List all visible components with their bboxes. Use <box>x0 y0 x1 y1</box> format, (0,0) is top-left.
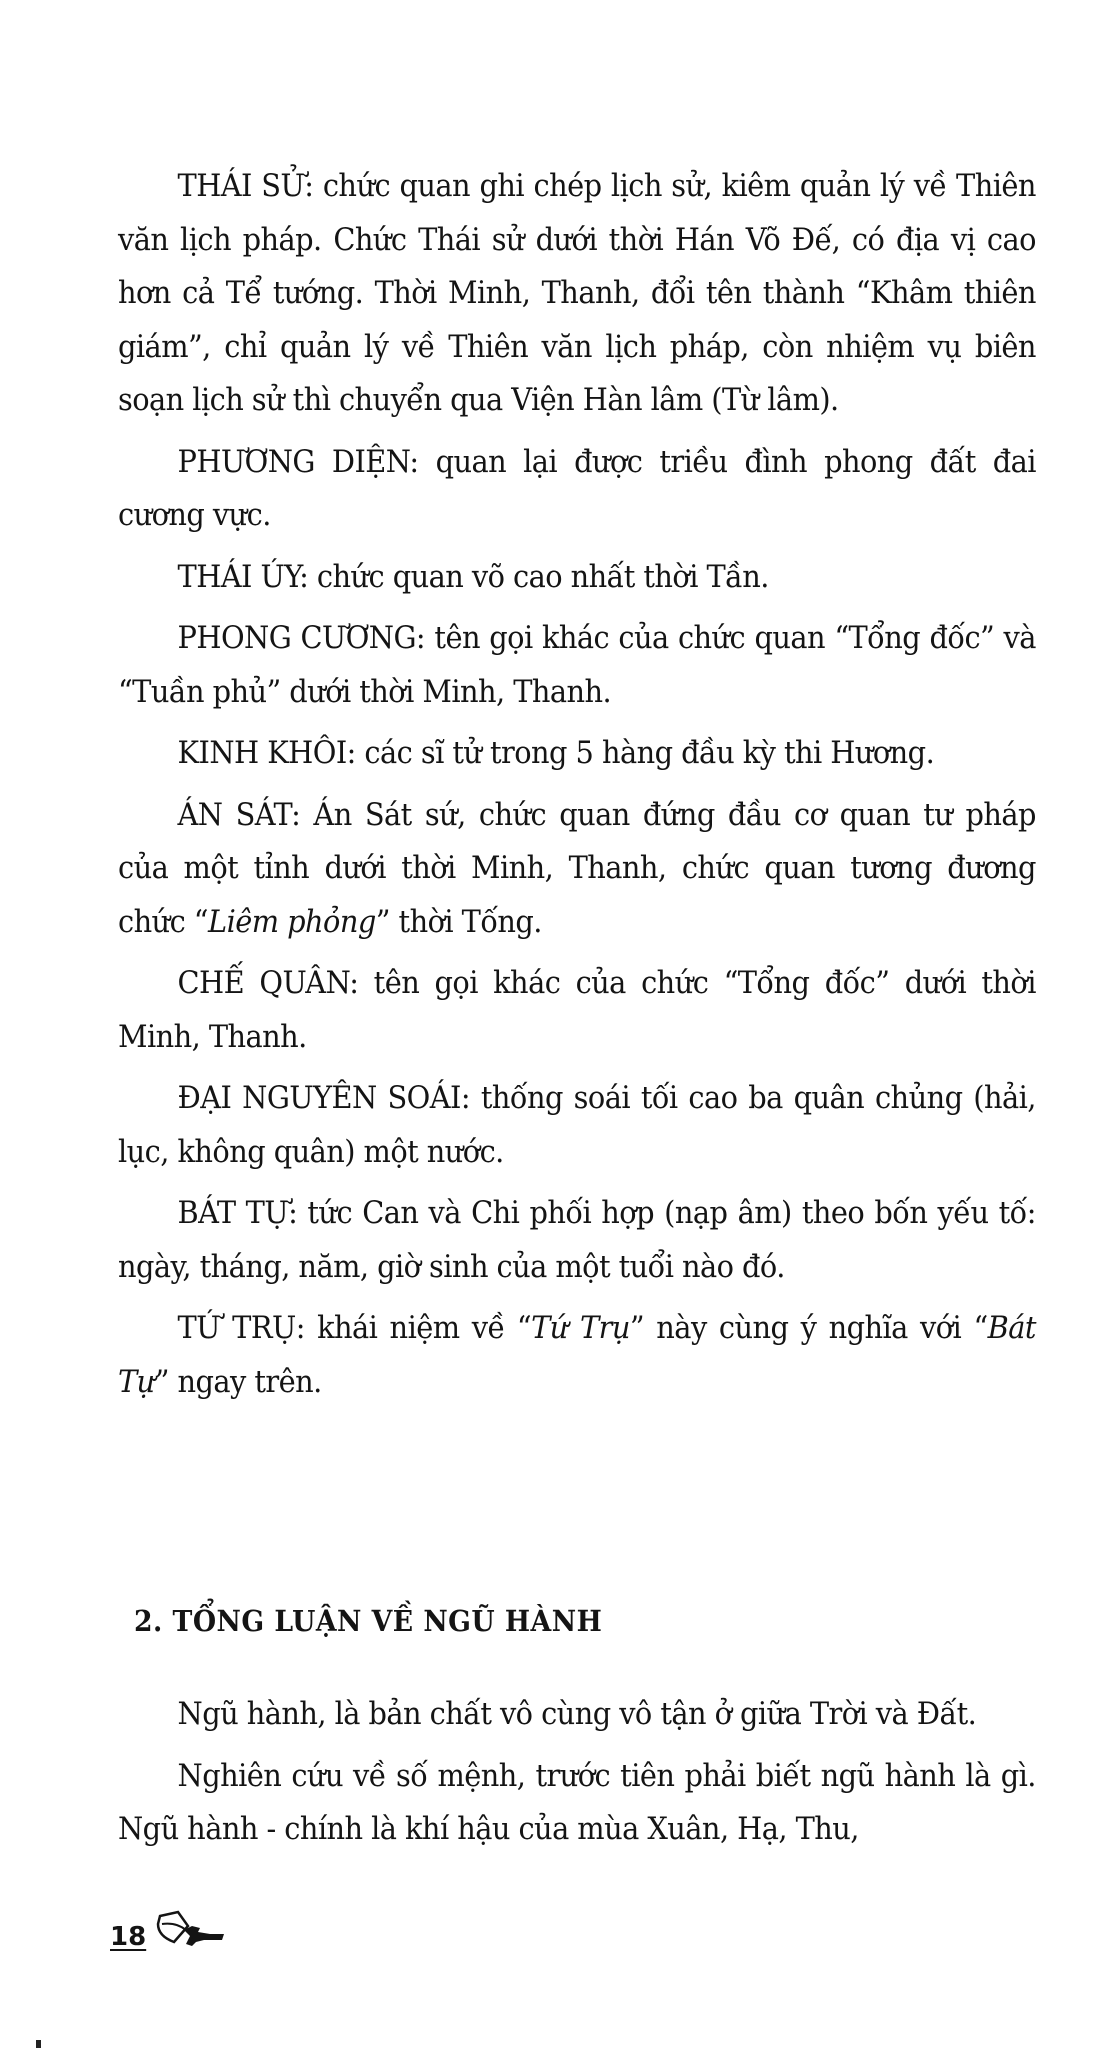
glossary-entry-tu-tru <box>118 1302 1036 1409</box>
definition-middle: ” này cùng ý nghĩa với “ <box>629 1310 988 1346</box>
definition: thống soái tối cao ba quân chủng (hải, lục, không quân) một nước. <box>118 1080 1036 1170</box>
term: CHẾ QUÂN: <box>177 965 359 1001</box>
body-paragraph <box>118 1688 1036 1742</box>
italic-term: Tứ Trụ <box>531 1310 630 1346</box>
definition: tên gọi khác của chức quan “Tổng đốc” và “Tuần phủ” dưới thời Minh, Thanh. <box>118 620 1036 710</box>
definition: tên gọi khác của chức “Tổng đốc” dưới thời Minh, Thanh. <box>118 965 1036 1055</box>
glossary-section <box>118 160 1036 1409</box>
glossary-entry-thai-uy <box>118 551 1036 605</box>
definition: quan lại được triều đình phong đất đai cương vực. <box>118 443 1036 533</box>
term: THÁI ÚY: <box>177 558 309 595</box>
scan-artifact <box>36 2040 41 2048</box>
definition-tail: ” ngay trên. <box>154 1363 322 1400</box>
definition: các sĩ tử trong 5 hàng đầu kỳ thi Hương. <box>355 735 935 771</box>
paragraph-text: Ngũ hành, là bản chất vô cùng vô tận ở giữa Trời và Đất. <box>177 1696 977 1732</box>
page-number: 18 <box>110 1922 147 1952</box>
section-body <box>118 1688 1036 1857</box>
italic-term: Bát Tự <box>118 1310 1036 1400</box>
glossary-entry-an-sat <box>118 789 1036 950</box>
body-paragraph <box>118 1750 1036 1857</box>
term: THÁI SỬ: <box>177 168 314 204</box>
term: PHƯƠNG DIỆN: <box>177 443 419 480</box>
reclining-figure-ornament-icon <box>148 1908 228 1952</box>
term: BÁT TỰ: <box>177 1195 298 1231</box>
glossary-entry-bat-tu <box>118 1187 1036 1294</box>
glossary-entry-kinh-khoi <box>118 727 1036 781</box>
definition: chức quan võ cao nhất thời Tần. <box>308 558 769 595</box>
term: KINH KHÔI: <box>177 735 356 771</box>
paragraph-text: Nghiên cứu về số mệnh, trước tiên phải biết ngũ hành là gì. Ngũ hành - chính là khí hậu của mùa Xuân, Hạ, Thu, <box>118 1757 1036 1847</box>
term: PHONG CƯƠNG: <box>177 620 426 656</box>
term: TỨ TRỤ: <box>177 1310 305 1346</box>
definition: tức Can và Chi phối hợp (nạp âm) theo bốn yếu tố: ngày, tháng, năm, giờ sinh của một tuổi nào đó. <box>118 1195 1036 1285</box>
definition: khái niệm về “ <box>304 1310 532 1346</box>
italic-term: Liêm phỏng <box>207 903 376 940</box>
term: ĐẠI NGUYÊN SOÁI: <box>177 1080 471 1116</box>
section-heading: 2. TỔNG LUẬN VỀ NGŨ HÀNH <box>134 1604 603 1638</box>
definition: chức quan ghi chép lịch sử, kiêm quản lý về Thiên văn lịch pháp. Chức Thái sử dưới thời Hán Võ Đế, có địa vị cao hơn cả Tể tướng. Thời Minh, Thanh, đổi tên thành “Khâm thiên giám”, chỉ quản lý về Thiên văn lịch pháp, còn nhiệm vụ biên soạn lịch sử thì chuyển qua Viện Hàn lâm (Từ lâm). <box>118 168 1036 418</box>
glossary-entry-phuong-dien <box>118 436 1036 543</box>
glossary-entry-dai-nguyen-soai <box>118 1072 1036 1179</box>
page-footer <box>110 1908 228 1952</box>
term: ÁN SÁT: <box>177 796 301 833</box>
definition: Án Sát sứ, chức quan đứng đầu cơ quan tư pháp của một tỉnh dưới thời Minh, Thanh, chức quan tương đương chức “ <box>118 796 1036 940</box>
definition-tail: ” thời Tống. <box>375 903 542 940</box>
glossary-entry-thai-su <box>118 160 1036 428</box>
glossary-entry-phong-cuong <box>118 612 1036 719</box>
glossary-entry-che-quan <box>118 957 1036 1064</box>
